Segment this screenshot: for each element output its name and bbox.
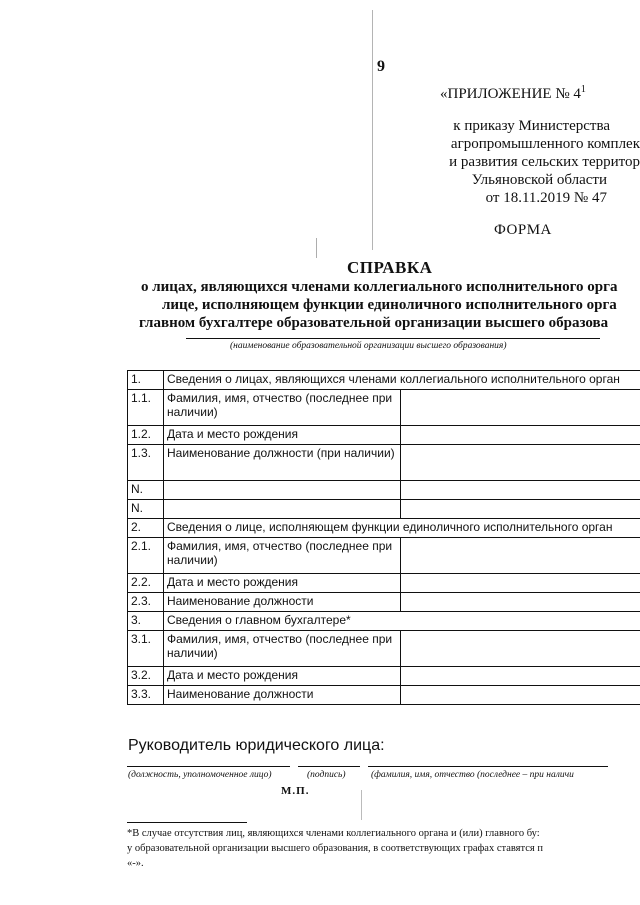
subtitle-line: главном бухгалтере образовательной организации высшего образова: [139, 315, 609, 331]
row-number: 2.2.: [128, 574, 164, 593]
row-label: Наименование должности: [164, 593, 401, 612]
row-label: Фамилия, имя, отчество (последнее при наличии): [164, 538, 401, 574]
footnote-line: у образовательной организации высшего образования, в соответствующих графах ставятся п: [127, 843, 543, 854]
footnote-line: «-».: [127, 858, 144, 869]
value-cell[interactable]: [401, 686, 640, 705]
scan-artifact-line: [316, 238, 317, 258]
info-table: [127, 370, 640, 705]
signature-caption: (подпись): [307, 770, 346, 780]
subtitle-line: лице, исполняющем функции единоличного исполнительного орга: [162, 297, 617, 313]
order-line: агропромышленного комплек: [450, 136, 640, 152]
row-label: [164, 500, 401, 519]
scan-artifact-line: [372, 10, 373, 250]
row-number: 2.1.: [128, 538, 164, 574]
order-line: Ульяновской области: [471, 172, 607, 188]
row-label: Наименование должности: [164, 686, 401, 705]
value-cell[interactable]: [401, 574, 640, 593]
table-row: [128, 593, 640, 612]
subtitle-line: о лицах, являющихся членами коллегиального исполнительного орга: [141, 279, 618, 295]
row-number: N.: [128, 500, 164, 519]
order-line: и развития сельских территор: [449, 154, 640, 170]
name-line: [368, 766, 608, 767]
appendix-heading: [440, 84, 586, 103]
value-cell[interactable]: [401, 538, 640, 574]
form-label: ФОРМА: [494, 222, 552, 238]
table-row: [128, 686, 640, 705]
table-row: [128, 538, 640, 574]
row-label: Фамилия, имя, отчество (последнее при наличии): [164, 631, 401, 667]
table-row: [128, 481, 640, 500]
row-number: 3.: [128, 612, 164, 631]
table-row: [128, 426, 640, 445]
table-row: [128, 612, 640, 631]
value-cell[interactable]: [401, 426, 640, 445]
table-row: [128, 574, 640, 593]
row-label: Наименование должности (при наличии): [164, 445, 401, 481]
order-line: к приказу Министерства: [453, 118, 610, 134]
row-number: 1.: [128, 371, 164, 390]
row-label: Дата и место рождения: [164, 574, 401, 593]
table-row: [128, 667, 640, 686]
head-label: Руководитель юридического лица:: [128, 737, 385, 754]
value-cell[interactable]: [401, 500, 640, 519]
table-row: [128, 631, 640, 667]
table-row: [128, 371, 640, 390]
signature-line: [298, 766, 360, 767]
section-label: Сведения о лицах, являющихся членами коллегиального исполнительного орган: [164, 371, 640, 390]
org-name-caption: (наименование образовательной организации высшего образования): [230, 341, 507, 351]
row-label: Дата и место рождения: [164, 667, 401, 686]
row-label: Фамилия, имя, отчество (последнее при наличии): [164, 390, 401, 426]
row-number: N.: [128, 481, 164, 500]
value-cell[interactable]: [401, 667, 640, 686]
row-label: Дата и место рождения: [164, 426, 401, 445]
position-caption: (должность, уполномоченное лицо): [128, 770, 272, 780]
org-name-line: [186, 338, 600, 339]
row-label: [164, 481, 401, 500]
page-mark: 9: [377, 58, 385, 75]
table-row: [128, 390, 640, 426]
row-number: 2.3.: [128, 593, 164, 612]
row-number: 3.1.: [128, 631, 164, 667]
row-number: 3.2.: [128, 667, 164, 686]
footnote-line: *В случае отсутствия лиц, являющихся членами коллегиального органа и (или) главного бу:: [127, 828, 540, 839]
table-row: [128, 519, 640, 538]
order-line: от 18.11.2019 № 47: [485, 190, 607, 206]
row-number: 1.1.: [128, 390, 164, 426]
row-number: 1.3.: [128, 445, 164, 481]
table-row: [128, 500, 640, 519]
name-caption: (фамилия, имя, отчество (последнее – при наличи: [371, 770, 574, 780]
value-cell[interactable]: [401, 593, 640, 612]
value-cell[interactable]: [401, 390, 640, 426]
scan-artifact-line: [361, 790, 362, 820]
section-label: Сведения о главном бухгалтере*: [164, 612, 640, 631]
position-line: [127, 766, 290, 767]
row-number: 2.: [128, 519, 164, 538]
row-number: 1.2.: [128, 426, 164, 445]
document-title: СПРАВКА: [347, 258, 433, 277]
value-cell[interactable]: [401, 445, 640, 481]
footnote-separator: [127, 822, 247, 823]
table-row: [128, 445, 640, 481]
value-cell[interactable]: [401, 631, 640, 667]
appendix-text: «ПРИЛОЖЕНИЕ № 4: [440, 86, 581, 102]
section-label: Сведения о лице, исполняющем функции единоличного исполнительного орган: [164, 519, 640, 538]
row-number: 3.3.: [128, 686, 164, 705]
stamp-place: М.П.: [281, 785, 310, 797]
appendix-sup: 1: [580, 84, 586, 95]
value-cell[interactable]: [401, 481, 640, 500]
